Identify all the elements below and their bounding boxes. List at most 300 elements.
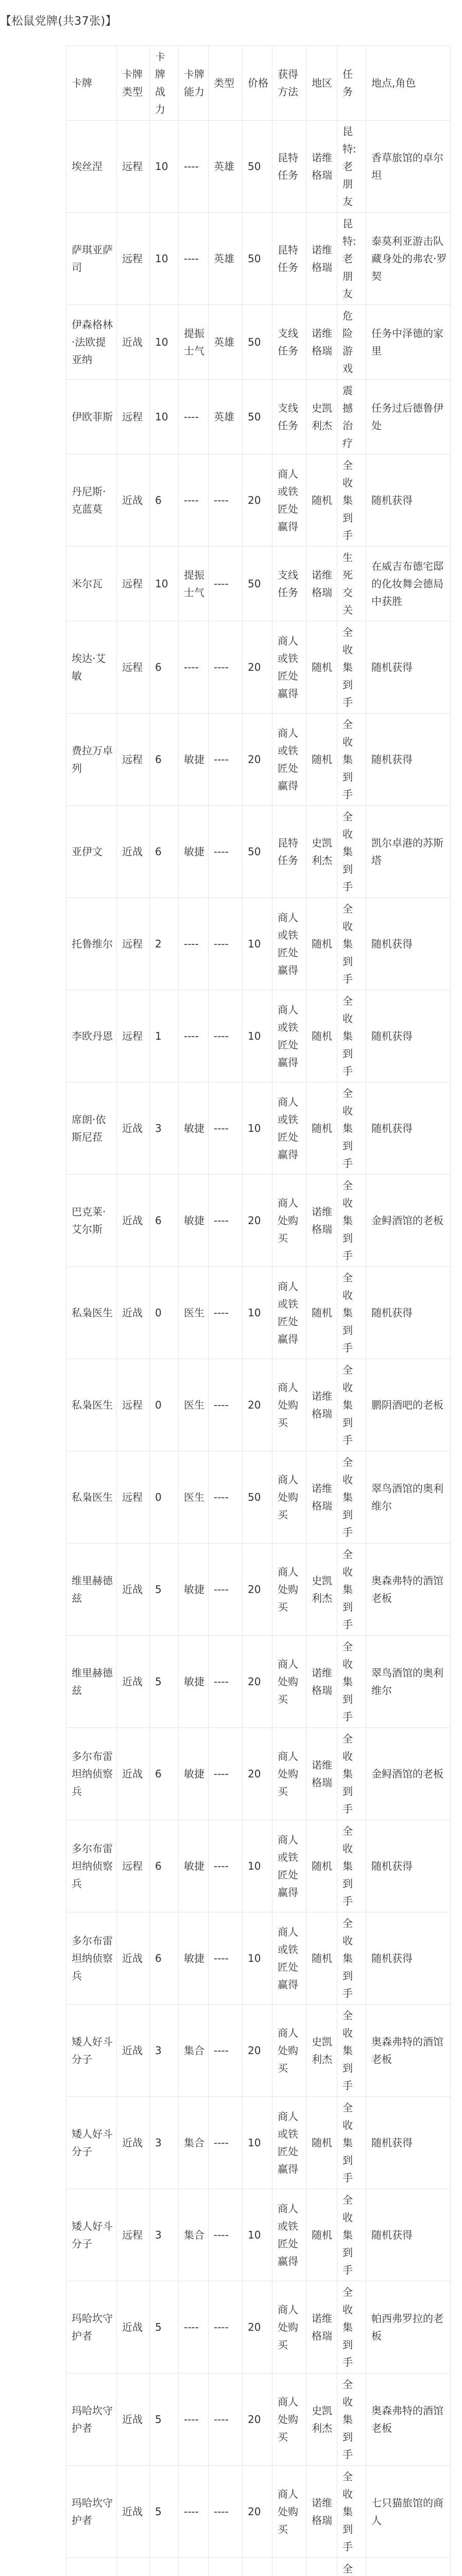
cell-type: ---- [209, 2281, 243, 2374]
cell-region: 诺维格瑞 [306, 121, 337, 213]
cell-card-power: 6 [150, 806, 179, 898]
cell-quest: 昆特:老朋友 [337, 121, 366, 213]
cell-quest: 全收集到手 [337, 1451, 366, 1544]
cell-region: 诺维格瑞 [306, 305, 337, 380]
cell-region: 随机 [306, 990, 337, 1082]
cell-card-power: 5 [150, 1636, 179, 1728]
cell-card-power: 10 [150, 380, 179, 454]
table-row [66, 621, 451, 714]
cell-card: 私枭医生 [66, 1451, 117, 1544]
cell-method: 支线任务 [272, 305, 306, 380]
cell-card: 丹尼斯·克蓝莫 [66, 454, 117, 547]
cell-card-ability: 敏捷 [179, 1544, 209, 1636]
cell-card: 多尔布雷坦纳侦察兵 [66, 1820, 117, 1912]
cell-quest: 全收集到手 [337, 1912, 366, 2005]
cell-card: 玛哈坎守护者 [66, 2281, 117, 2374]
cell-region: 诺维格瑞 [306, 1636, 337, 1728]
cell-quest: 生死交关 [337, 547, 366, 621]
cell-card-power: 5 [150, 2466, 179, 2558]
header-quest: 任务 [337, 46, 366, 121]
cell-card: 多尔布雷坦纳侦察兵 [66, 1912, 117, 2005]
cell-type: ---- [209, 1451, 243, 1544]
cell-type [209, 2558, 243, 2576]
cell-price: 50 [243, 305, 272, 380]
table-row [66, 2466, 451, 2558]
cell-location: 鹏阴酒吧的老板 [366, 1359, 451, 1451]
cell-region: 随机 [306, 2097, 337, 2189]
cell-location: 随机获得 [366, 2189, 451, 2281]
cell-card-power: 3 [150, 1082, 179, 1175]
cell-region [306, 2558, 337, 2576]
cell-card-type: 近战 [117, 1544, 150, 1636]
cell-card-ability: 敏捷 [179, 1636, 209, 1728]
cell-price: 50 [243, 547, 272, 621]
cell-location: 任务过后德鲁伊处 [366, 380, 451, 454]
cell-method: 商人或铁匠处赢得 [272, 990, 306, 1082]
cell-type: ---- [209, 714, 243, 806]
cell-card-ability: 敏捷 [179, 1728, 209, 1820]
cell-location: 泰莫利亚游击队藏身处的弗农·罗契 [366, 213, 451, 305]
cell-card-power [150, 2558, 179, 2576]
cell-method: 商人处购买 [272, 1636, 306, 1728]
cell-card-ability: 集合 [179, 2097, 209, 2189]
cell-location: 随机获得 [366, 2097, 451, 2189]
cell-type: ---- [209, 2097, 243, 2189]
cell-region: 随机 [306, 621, 337, 714]
cell-method: 商人或铁匠处赢得 [272, 621, 306, 714]
cell-card: 私枭医生 [66, 1359, 117, 1451]
table-row [66, 1728, 451, 1820]
table-row [66, 1359, 451, 1451]
cell-method: 昆特任务 [272, 121, 306, 213]
cell-method: 支线任务 [272, 547, 306, 621]
cell-card-ability: 提振士气 [179, 305, 209, 380]
cell-region: 随机 [306, 454, 337, 547]
cell-price: 20 [243, 1636, 272, 1728]
cell-region: 诺维格瑞 [306, 2281, 337, 2374]
cell-card: 矮人好斗分子 [66, 2189, 117, 2281]
cell-price: 10 [243, 898, 272, 990]
cell-type: ---- [209, 2466, 243, 2558]
cell-method: 支线任务 [272, 380, 306, 454]
cell-region: 随机 [306, 1267, 337, 1359]
cell-card: 李欧丹恩 [66, 990, 117, 1082]
cell-quest: 危险游戏 [337, 305, 366, 380]
cell-card-power: 5 [150, 1544, 179, 1636]
cell-card: 私枭医生 [66, 1267, 117, 1359]
cell-card-ability: 医生 [179, 1267, 209, 1359]
table-row [66, 547, 451, 621]
cell-price [243, 2558, 272, 2576]
cell-type: ---- [209, 1912, 243, 2005]
table-row [66, 898, 451, 990]
cell-card: 玛哈坎守护者 [66, 2374, 117, 2466]
cell-method: 商人处购买 [272, 1544, 306, 1636]
cell-card-type: 近战 [117, 1912, 150, 2005]
cell-method: 商人或铁匠处赢得 [272, 1820, 306, 1912]
cell-card-type: 远程 [117, 1451, 150, 1544]
cell-card-ability: ---- [179, 898, 209, 990]
cell-quest: 全收集到手 [337, 806, 366, 898]
cell-card-power: 10 [150, 121, 179, 213]
cell-type: ---- [209, 454, 243, 547]
cell-price: 10 [243, 990, 272, 1082]
header-region: 地区 [306, 46, 337, 121]
cell-card-type: 远程 [117, 121, 150, 213]
cell-card-ability: ---- [179, 380, 209, 454]
table-row [66, 213, 451, 305]
cell-card-type [117, 2558, 150, 2576]
cell-card-power: 10 [150, 305, 179, 380]
cell-location: 任务中泽德的家里 [366, 305, 451, 380]
cell-method: 商人或铁匠处赢得 [272, 2097, 306, 2189]
cell-price: 20 [243, 714, 272, 806]
cell-card: 托鲁维尔 [66, 898, 117, 990]
cell-card-power: 6 [150, 1728, 179, 1820]
cell-type: ---- [209, 621, 243, 714]
cell-card: 伊森格林·法欧提亚纳 [66, 305, 117, 380]
cell-card-ability: 敏捷 [179, 1912, 209, 2005]
cell-type: ---- [209, 1267, 243, 1359]
cell-method: 商人或铁匠处赢得 [272, 1912, 306, 2005]
cell-type: 英雄 [209, 380, 243, 454]
cell-location: 随机获得 [366, 621, 451, 714]
cell-quest: 全收集到手 [337, 1359, 366, 1451]
cell-region: 诺维格瑞 [306, 1451, 337, 1544]
cell-price: 50 [243, 213, 272, 305]
cell-card-power: 3 [150, 2097, 179, 2189]
cell-location: 随机获得 [366, 1912, 451, 2005]
cell-price: 20 [243, 1175, 272, 1267]
cell-price: 20 [243, 621, 272, 714]
cell-price: 10 [243, 1082, 272, 1175]
header-card-type: 卡牌类型 [117, 46, 150, 121]
cell-card-type: 近战 [117, 1175, 150, 1267]
table-row [66, 806, 451, 898]
cell-price: 20 [243, 1728, 272, 1820]
cell-method: 商人或铁匠处赢得 [272, 2189, 306, 2281]
cell-region: 诺维格瑞 [306, 2466, 337, 2558]
page-title: 【松鼠党牌(共37张)】 [0, 13, 117, 30]
cell-quest: 全收集到手 [337, 2281, 366, 2374]
cell-card: 席朗·依斯尼菈 [66, 1082, 117, 1175]
cell-type: ---- [209, 1728, 243, 1820]
cell-method: 商人或铁匠处赢得 [272, 898, 306, 990]
cell-card-type: 近战 [117, 2005, 150, 2097]
cell-card-ability: ---- [179, 621, 209, 714]
cell-card-type: 远程 [117, 380, 150, 454]
cell-card-power: 6 [150, 1175, 179, 1267]
cell-method: 商人处购买 [272, 2466, 306, 2558]
table-row [66, 1636, 451, 1728]
table-row [66, 1912, 451, 2005]
cell-card-ability: 集合 [179, 2189, 209, 2281]
table-row [66, 1267, 451, 1359]
cell-location: 在威吉布德宅邸的化妆舞会德局中获胜 [366, 547, 451, 621]
cell-region: 诺维格瑞 [306, 1175, 337, 1267]
cell-card: 亚伊文 [66, 806, 117, 898]
cell-type: ---- [209, 990, 243, 1082]
cell-type: ---- [209, 1082, 243, 1175]
cell-method: 商人或铁匠处赢得 [272, 454, 306, 547]
cell-card-power: 6 [150, 1912, 179, 2005]
cell-card-power: 5 [150, 2281, 179, 2374]
cell-card-power: 0 [150, 1267, 179, 1359]
cell-method: 商人处购买 [272, 2281, 306, 2374]
cell-card-ability: 提振士气 [179, 547, 209, 621]
cell-card-ability: 医生 [179, 1451, 209, 1544]
cell-price: 20 [243, 1359, 272, 1451]
cell-card: 玛哈坎守护者 [66, 2466, 117, 2558]
cell-price: 50 [243, 806, 272, 898]
cell-card-ability: 敏捷 [179, 806, 209, 898]
cell-price: 20 [243, 1544, 272, 1636]
cell-card-power: 3 [150, 2189, 179, 2281]
cell-location: 随机获得 [366, 1267, 451, 1359]
cell-card: 萨琪亚萨司 [66, 213, 117, 305]
cell-card-type: 远程 [117, 714, 150, 806]
cell-card-type: 远程 [117, 621, 150, 714]
cell-price: 20 [243, 2005, 272, 2097]
cell-quest: 全收集到手 [337, 2005, 366, 2097]
cell-price: 10 [243, 1912, 272, 2005]
table-row [66, 2281, 451, 2374]
table-row [66, 380, 451, 454]
cell-location: 帕西弗罗拉的老板 [366, 2281, 451, 2374]
cell-price: 50 [243, 121, 272, 213]
cell-region: 史凯利杰 [306, 2005, 337, 2097]
table-row [66, 305, 451, 380]
cell-card-power: 10 [150, 213, 179, 305]
cell-card-power: 1 [150, 990, 179, 1082]
cell-region: 随机 [306, 714, 337, 806]
cell-card-power: 6 [150, 1820, 179, 1912]
cell-card-type: 远程 [117, 547, 150, 621]
cell-type: ---- [209, 2005, 243, 2097]
cell-card: 费拉万卓列 [66, 714, 117, 806]
cell-card-type: 远程 [117, 1820, 150, 1912]
cell-type: ---- [209, 2189, 243, 2281]
table-row [66, 1544, 451, 1636]
cell-quest: 全收集到手 [337, 2374, 366, 2466]
cell-quest: 昆特:老朋友 [337, 213, 366, 305]
cell-quest: 全收集到手 [337, 2466, 366, 2558]
cell-price: 50 [243, 1451, 272, 1544]
cell-type: ---- [209, 1820, 243, 1912]
cell-price: 10 [243, 1267, 272, 1359]
cell-type: ---- [209, 2374, 243, 2466]
cell-price: 10 [243, 2097, 272, 2189]
cell-location [366, 2558, 451, 2576]
cell-quest: 震撼治疗 [337, 380, 366, 454]
cell-quest: 全 [337, 2558, 366, 2576]
cell-card-ability: ---- [179, 121, 209, 213]
cell-card-ability: 敏捷 [179, 1175, 209, 1267]
cell-card-type: 近战 [117, 2466, 150, 2558]
cell-card-ability: ---- [179, 454, 209, 547]
cell-card-power: 6 [150, 714, 179, 806]
cell-location: 随机获得 [366, 714, 451, 806]
cell-card-type: 近战 [117, 2281, 150, 2374]
cell-card-power: 6 [150, 621, 179, 714]
table-row [66, 2097, 451, 2189]
cell-card-type: 远程 [117, 1359, 150, 1451]
cell-method: 昆特任务 [272, 213, 306, 305]
table-row [66, 990, 451, 1082]
cell-method: 商人或铁匠处赢得 [272, 714, 306, 806]
table-row [66, 1082, 451, 1175]
cell-card-power: 6 [150, 454, 179, 547]
cell-card-ability: ---- [179, 213, 209, 305]
cell-quest: 全收集到手 [337, 1267, 366, 1359]
cell-card: 矮人好斗分子 [66, 2005, 117, 2097]
cell-quest: 全收集到手 [337, 1820, 366, 1912]
cell-card-ability: ---- [179, 990, 209, 1082]
cell-card-type: 远程 [117, 990, 150, 1082]
cell-type: ---- [209, 898, 243, 990]
cell-card-type: 近战 [117, 1267, 150, 1359]
cell-card-type: 近战 [117, 305, 150, 380]
cell-card-type: 近战 [117, 806, 150, 898]
cell-card-type: 近战 [117, 1636, 150, 1728]
cell-method: 商人或铁匠处赢得 [272, 1082, 306, 1175]
cell-type: ---- [209, 1359, 243, 1451]
cell-card-ability: 敏捷 [179, 1082, 209, 1175]
cell-card-power: 0 [150, 1451, 179, 1544]
cell-card-ability [179, 2558, 209, 2576]
cell-location: 奥森弗特的酒馆老板 [366, 1544, 451, 1636]
cell-card: 埃达·艾敏 [66, 621, 117, 714]
header-location: 地点,角色 [366, 46, 451, 121]
cell-quest: 全收集到手 [337, 1175, 366, 1267]
cell-quest: 全收集到手 [337, 2097, 366, 2189]
cell-card-type: 近战 [117, 1728, 150, 1820]
table-row [66, 714, 451, 806]
table-row [66, 454, 451, 547]
cell-location: 金鲟酒馆的老板 [366, 1175, 451, 1267]
cell-card-ability: 集合 [179, 2005, 209, 2097]
cell-type: ---- [209, 806, 243, 898]
cell-location: 金鲟酒馆的老板 [366, 1728, 451, 1820]
cell-card-ability: 敏捷 [179, 714, 209, 806]
cell-type: ---- [209, 1175, 243, 1267]
cell-region: 史凯利杰 [306, 1544, 337, 1636]
cell-type: 英雄 [209, 305, 243, 380]
cell-location: 随机获得 [366, 898, 451, 990]
cell-card: 矮人好斗分子 [66, 2097, 117, 2189]
cell-quest: 全收集到手 [337, 1728, 366, 1820]
cell-region: 诺维格瑞 [306, 547, 337, 621]
cell-location: 随机获得 [366, 1082, 451, 1175]
header-method: 获得方法 [272, 46, 306, 121]
cell-method: 商人处购买 [272, 2005, 306, 2097]
header-type: 类型 [209, 46, 243, 121]
table-row [66, 1820, 451, 1912]
cell-location: 奥森弗特的酒馆老板 [366, 2374, 451, 2466]
table-row [66, 1175, 451, 1267]
cell-card: 巴克莱·艾尔斯 [66, 1175, 117, 1267]
cell-method: 商人处购买 [272, 1451, 306, 1544]
cell-price: 50 [243, 380, 272, 454]
cell-region: 随机 [306, 1820, 337, 1912]
cell-location: 随机获得 [366, 990, 451, 1082]
cell-method: 商人处购买 [272, 1728, 306, 1820]
table-row [66, 2558, 451, 2576]
cell-type: ---- [209, 1544, 243, 1636]
cell-location: 香草旅馆的卓尔坦 [366, 121, 451, 213]
cell-quest: 全收集到手 [337, 898, 366, 990]
cell-card-power: 3 [150, 2005, 179, 2097]
cell-region: 随机 [306, 1082, 337, 1175]
cell-card-power: 2 [150, 898, 179, 990]
card-table [66, 45, 451, 2576]
header-price: 价格 [243, 46, 272, 121]
cell-price: 10 [243, 2189, 272, 2281]
cell-price: 20 [243, 2281, 272, 2374]
cell-method: 商人处购买 [272, 1359, 306, 1451]
cell-quest: 全收集到手 [337, 621, 366, 714]
cell-location: 翠鸟酒馆的奥利维尔 [366, 1636, 451, 1728]
cell-price: 20 [243, 2374, 272, 2466]
cell-card-ability: ---- [179, 2281, 209, 2374]
cell-region: 诺维格瑞 [306, 1728, 337, 1820]
cell-card-type: 远程 [117, 213, 150, 305]
cell-price: 10 [243, 1820, 272, 1912]
cell-card-power: 0 [150, 1359, 179, 1451]
cell-card: 埃丝涅 [66, 121, 117, 213]
table-body [66, 121, 451, 2576]
cell-location: 翠鸟酒馆的奥利维尔 [366, 1451, 451, 1544]
cell-quest: 全收集到手 [337, 2189, 366, 2281]
cell-region: 随机 [306, 2189, 337, 2281]
header-card-power: 卡牌战力 [150, 46, 179, 121]
cell-card: 伊欧菲斯 [66, 380, 117, 454]
cell-quest: 全收集到手 [337, 1544, 366, 1636]
cell-method: 昆特任务 [272, 806, 306, 898]
table-row [66, 1451, 451, 1544]
cell-region: 随机 [306, 898, 337, 990]
cell-location: 凯尔卓港的苏斯塔 [366, 806, 451, 898]
cell-type: ---- [209, 1636, 243, 1728]
header-card: 卡牌 [66, 46, 117, 121]
cell-location: 奥森弗特的酒馆老板 [366, 2005, 451, 2097]
table-row [66, 2189, 451, 2281]
cell-card-ability: ---- [179, 2466, 209, 2558]
cell-location: 随机获得 [366, 454, 451, 547]
cell-card-type: 近战 [117, 2374, 150, 2466]
cell-card-type: 近战 [117, 2097, 150, 2189]
cell-card-type: 远程 [117, 898, 150, 990]
cell-quest: 全收集到手 [337, 990, 366, 1082]
cell-card [66, 2558, 117, 2576]
cell-quest: 全收集到手 [337, 1636, 366, 1728]
cell-region: 史凯利杰 [306, 380, 337, 454]
cell-region: 史凯利杰 [306, 2374, 337, 2466]
cell-card-power: 10 [150, 547, 179, 621]
header-card-ability: 卡牌能力 [179, 46, 209, 121]
table-row [66, 2374, 451, 2466]
cell-card-power: 5 [150, 2374, 179, 2466]
cell-quest: 全收集到手 [337, 714, 366, 806]
cell-card: 维里赫德兹 [66, 1544, 117, 1636]
table-header-row [66, 46, 451, 121]
cell-card-type: 近战 [117, 1082, 150, 1175]
cell-type: ---- [209, 547, 243, 621]
cell-method [272, 2558, 306, 2576]
cell-card: 维里赫德兹 [66, 1636, 117, 1728]
table-row [66, 2005, 451, 2097]
cell-method: 商人或铁匠处赢得 [272, 1267, 306, 1359]
